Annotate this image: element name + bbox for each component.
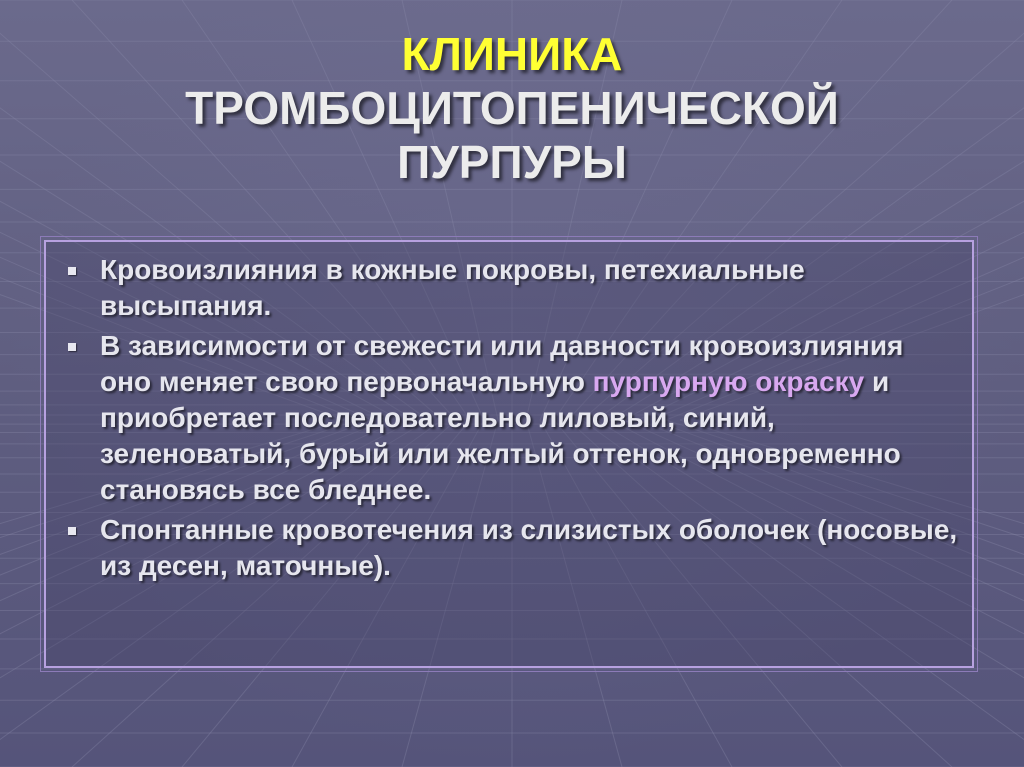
content-box	[44, 240, 974, 668]
bullet-item-color-change	[62, 328, 960, 508]
bullet-item-hemorrhages	[62, 252, 960, 324]
slide-title	[0, 28, 1024, 189]
title-line-clinic: КЛИНИКА	[401, 28, 623, 80]
square-bullet-icon	[68, 527, 76, 535]
square-bullet-icon	[68, 267, 76, 275]
title-line-thrombocytopenic: ТРОМБОЦИТОПЕНИЧЕСКОЙ	[185, 81, 839, 134]
bullet-text: Спонтанные кровотечения из слизистых оболочек (носовые, из десен, маточные).	[100, 514, 958, 581]
bullet-item-bleeding	[62, 512, 960, 584]
bullet-text-before: В зависимости от свежести или давности кровоизлияния оно меняет свою первоначальную	[100, 330, 904, 397]
bullet-text-after: и приобретает последовательно лиловый, синий, зеленоватый, бурый или желтый оттенок, одновременно становясь все бледнее.	[100, 366, 901, 505]
square-bullet-icon	[68, 343, 76, 351]
bullet-text: Кровоизлияния в кожные покровы, петехиальные высыпания.	[100, 254, 805, 321]
title-line-purpura: ПУРПУРЫ	[397, 135, 627, 188]
bullet-list	[46, 242, 972, 584]
bullet-highlight-purple-color: пурпурную окраску	[592, 366, 865, 397]
